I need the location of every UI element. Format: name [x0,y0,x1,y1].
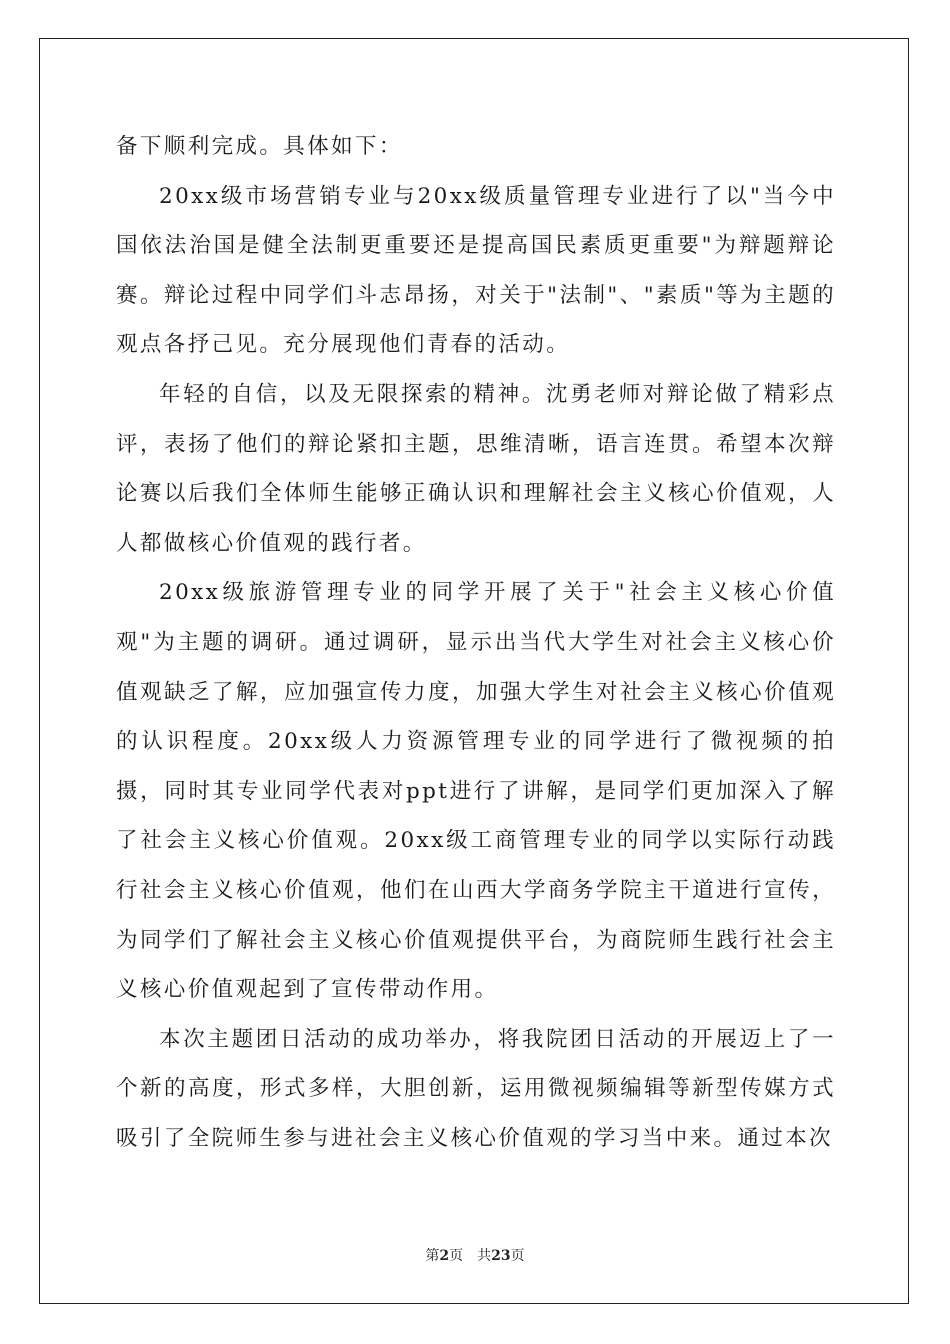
paragraph: 20xx级市场营销专业与20xx级质量管理专业进行了以"当今中国依法治国是健全法制更重要还是提高国民素质更重要"为辩题辩论赛。辩论过程中同学们斗志昂扬，对关于"法制"、"素质"等为主题的观点各抒己见。充分展现他们青春的活动。 [116,183,837,358]
paragraph: 备下顺利完成。具体如下： [116,134,403,159]
paragraph: 年轻的自信，以及无限探索的精神。沈勇老师对辩论做了精彩点评，表扬了他们的辩论紧扣主题，思维清晰，语言连贯。希望本次辩论赛以后我们全体师生能够正确认识和理解社会主义核心价值观，人人都做核心价值观的践行者。 [116,381,836,556]
total-prefix: 共 [477,1248,492,1264]
total-unit: 页 [510,1248,525,1264]
document-body [116,122,836,1163]
paragraph: 本次主题团日活动的成功举办，将我院团日活动的开展迈上了一个新的高度，形式多样，大胆创新，运用微视频编辑等新型传媒方式吸引了全院师生参与进社会主义核心价值观的学习当中来。通过本次 [116,1026,836,1151]
page-unit: 页 [449,1248,464,1264]
page-total: 23 [491,1248,511,1264]
page-prefix: 第 [425,1248,440,1264]
paragraph: 20xx级旅游管理专业的同学开展了关于"社会主义核心价值观"为主题的调研。通过调研，显示出当代大学生对社会主义核心价值观缺乏了解，应加强宣传力度，加强大学生对社会主义核心价值观的认识程度。20xx级人力资源管理专业的同学进行了微视频的拍摄，同时其专业同学代表对ppt进行了讲解，是同学们更加深入了解了社会主义核心价值观。20xx级工商管理专业的同学以实际行动践行社会主义核心价值观，他们在山西大学商务学院主干道进行宣传，为同学们了解社会主义核心价值观提供平台，为商院师生践行社会主义核心价值观起到了宣传带动作用。 [116,580,836,1003]
page-current: 2 [439,1248,450,1264]
page-footer [0,1245,950,1265]
